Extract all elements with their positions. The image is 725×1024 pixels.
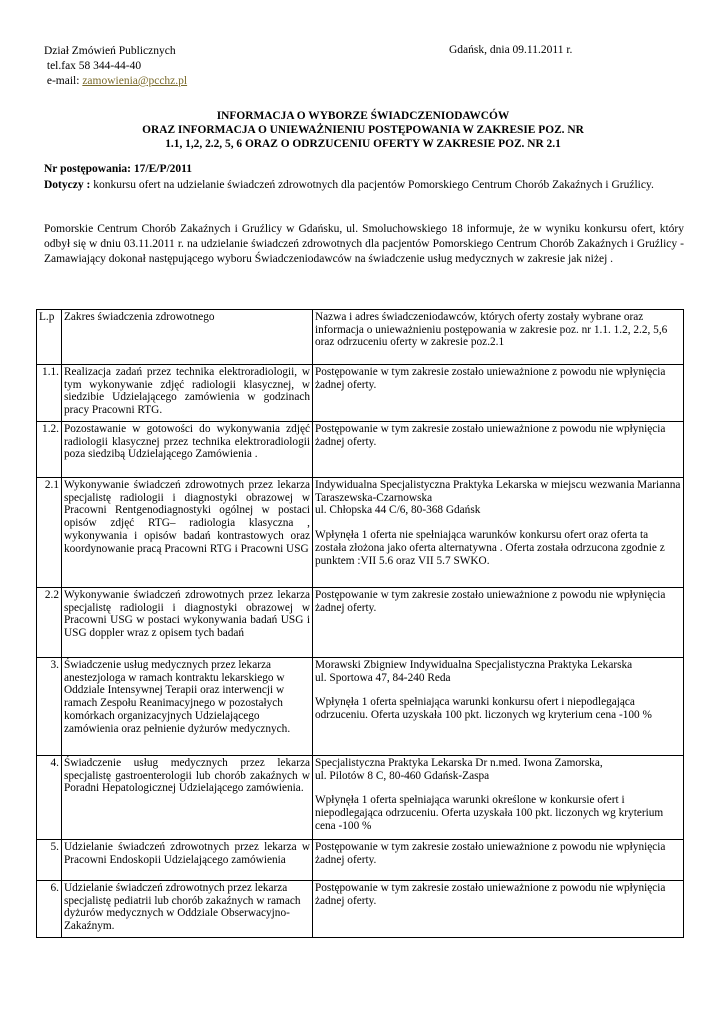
table-header-row — [37, 310, 684, 365]
row-wynik-text: Postępowanie w tym zakresie zostało unieważnione z powodu nie wpłynięcia żadnej oferty. — [315, 882, 666, 907]
row-wynik — [313, 478, 684, 588]
table-row — [37, 365, 684, 422]
telfax: tel.fax 58 344-44-40 — [46, 60, 142, 72]
row-wynik-text: Wpłynęła 1 oferta spełniająca warunki określone w konkursie ofert i niepodlegająca odrzuceniu. Oferta uzyskała 100 pkt. liczonych wg kryterium cena -100 % — [315, 794, 664, 832]
table-row — [37, 588, 684, 658]
department-name: Dział Zmówień Publicznych — [44, 45, 176, 57]
row-wynik-text: Wpłynęła 1 oferta spełniająca warunki konkursu ofert i niepodlegająca odrzuceniu. Oferta uzyskała 100 pkt. liczonych wg kryterium cena -100 % — [315, 696, 652, 722]
row-lp: 2.1 — [37, 478, 62, 588]
email-line: e-mail: zamowienia@pcchz.pl — [46, 75, 188, 87]
place-date: Gdańsk, dnia 09.11.2011 r. — [449, 44, 573, 56]
row-wynik — [313, 422, 684, 478]
header-lp: L.p — [37, 310, 62, 365]
document-title — [44, 109, 682, 151]
header-wynik: Nazwa i adres świadczeniodawców, których oferty zostały wybrane oraz informacja o unieważnieniu postępowania w zakresie poz. nr 1.1. 1.2, 2.2, 5,6 oraz odrzuceniu oferty w zakresie poz.2.1 — [313, 310, 684, 365]
row-zakres: Realizacja zadań przez technika elektroradiologii, w tym wykonywanie zdjęć radiologii klasycznej, w siedzibie Udzielającego zamówienia w godzinach pracy Pracowni RTG. — [62, 365, 313, 422]
table-row — [37, 478, 684, 588]
row-lp: 2.2 — [37, 588, 62, 658]
row-wynik-text: Postępowanie w tym zakresie zostało unieważnione z powodu nie wpłynięcia żadnej oferty. — [315, 841, 666, 866]
subject-label: Dotyczy : — [44, 179, 91, 191]
header-zakres: Zakres świadczenia zdrowotnego — [62, 310, 313, 365]
provider-name: Indywidualna Specjalistyczna Praktyka Lekarska w miejscu wezwania Marianna Taraszewska-Czarnowska — [315, 479, 681, 504]
row-wynik — [313, 658, 684, 756]
title-line-2: ORAZ INFORMACJA O UNIEWAŻNIENIU POSTĘPOWANIA W ZAKRESIE POZ. NR — [142, 124, 584, 136]
provider-address: ul. Chłopska 44 C/6, 80-368 Gdańsk — [315, 504, 481, 517]
table-row — [37, 840, 684, 881]
row-zakres: Wykonywanie świadczeń zdrowotnych przez lekarza specjalistę radiologii i diagnostyki obrazowej w Pracowni USG w postaci wykonywania badań USG i USG doppler wraz z opisem tych badań — [62, 588, 313, 658]
title-line-3: 1.1, 1,2, 2.2, 5, 6 ORAZ O ODRZUCENIU OFERTY W ZAKRESIE POZ. NR 2.1 — [165, 138, 561, 150]
row-zakres: Udzielanie świadczeń zdrowotnych przez lekarza specjalistę pediatrii lub chorób zakaźnych w ramach dyżurów medycznych w Oddziale Obserwacyjno-Zakaźnym. — [62, 881, 313, 938]
provider-name: Specjalistyczna Praktyka Lekarska Dr n.med. Iwona Zamorska, — [315, 757, 603, 769]
table-row — [37, 658, 684, 756]
provider-address: ul. Pilotów 8 C, 80-460 Gdańsk-Zaspa — [315, 769, 490, 782]
row-lp: 1.1. — [37, 365, 62, 422]
results-table — [36, 309, 684, 938]
row-zakres: Wykonywanie świadczeń zdrowotnych przez lekarza specjalistę radiologii i diagnostyki obrazowej w Pracowni Rentgenodiagnostyki ogólnej w postaci opisów zdjęć RTG– radiologia klasyczna , wykonywania i opisów badań kontrastowych oraz koordynowanie pracą Pracowni RTG i Pracowni USG — [62, 478, 313, 588]
provider-name: Morawski Zbigniew Indywidualna Specjalistyczna Praktyka Lekarska — [315, 659, 633, 671]
provider-address: ul. Sportowa 47, 84-240 Reda — [315, 671, 451, 684]
row-lp: 5. — [37, 840, 62, 881]
intro-paragraph: Pomorskie Centrum Chorób Zakaźnych i Gruźlicy w Gdańsku, ul. Smoluchowskiego 18 informuje, że w wyniku konkursu ofert, który odbył się w dniu 03.11.2011 r. na udzielanie świadczeń zdrowotnych dla pacjentów Pomorskiego Centrum Chorób Zakaźnych i Gruźlicy - Zamawiający dokonał następującego wyboru Świadczeniodawców na świadczenie usług medycznych w zakresie jak niżej . — [44, 223, 684, 265]
row-zakres: Świadczenie usług medycznych przez lekarza specjalistę gastroenterologii lub chorób zakaźnych w Poradni Hepatologicznej Udzielającego zamówienia. — [62, 756, 313, 840]
row-zakres: Pozostawanie w gotowości do wykonywania zdjęć radiologii klasycznej przez technika elektroradiologii poza siedzibą Udzielającego Zamówienia . — [62, 422, 313, 478]
row-wynik — [313, 365, 684, 422]
row-lp: 1.2. — [37, 422, 62, 478]
row-wynik — [313, 756, 684, 840]
row-wynik-text: Postępowanie w tym zakresie zostało unieważnione z powodu nie wpłynięcia żadnej oferty. — [315, 589, 666, 614]
row-wynik — [313, 881, 684, 938]
row-zakres: Świadczenie usług medycznych przez lekarza anestezjologa w ramach kontraktu lekarskiego w Oddziale Intensywnej Terapii oraz interwencji w ramach Zespołu Reanimacyjnego w pozostałych komórkach organizacyjnych Udzielającego zamówienia oraz pełnienie dyżurów medycznych. — [62, 658, 313, 756]
row-wynik-text: Postępowanie w tym zakresie zostało unieważnione z powodu nie wpłynięcia żadnej oferty. — [315, 423, 666, 448]
row-wynik — [313, 840, 684, 881]
title-line-1: INFORMACJA O WYBORZE ŚWIADCZENIODAWCÓW — [216, 110, 510, 122]
row-wynik-text: Postępowanie w tym zakresie zostało unieważnione z powodu nie wpłynięcia żadnej oferty. — [315, 366, 666, 391]
procedure-number: Nr postępowania: 17/E/P/2011 — [44, 163, 193, 175]
row-wynik — [313, 588, 684, 658]
table-row — [37, 881, 684, 938]
table-row — [37, 756, 684, 840]
table-row — [37, 422, 684, 478]
subject-text: konkursu ofert na udzielanie świadczeń zdrowotnych dla pacjentów Pomorskiego Centrum Chorób Zakaźnych i Gruźlicy. — [90, 179, 654, 191]
row-lp: 4. — [37, 756, 62, 840]
subject-paragraph — [44, 178, 684, 193]
email-link[interactable]: zamowienia@pcchz.pl — [82, 75, 188, 87]
row-lp: 6. — [37, 881, 62, 938]
row-lp: 3. — [37, 658, 62, 756]
row-wynik-text: Wpłynęła 1 oferta nie spełniająca warunków konkursu ofert oraz oferta ta została złożona jako oferta alternatywna . Oferta została odrzucona zgodnie z punktem :VII 5.6 oraz VII 5.7 SWKO. — [315, 529, 665, 567]
sender-block — [44, 44, 187, 89]
row-zakres: Udzielanie świadczeń zdrowotnych przez lekarza w Pracowni Endoskopii Udzielającego zamówienia — [62, 840, 313, 881]
